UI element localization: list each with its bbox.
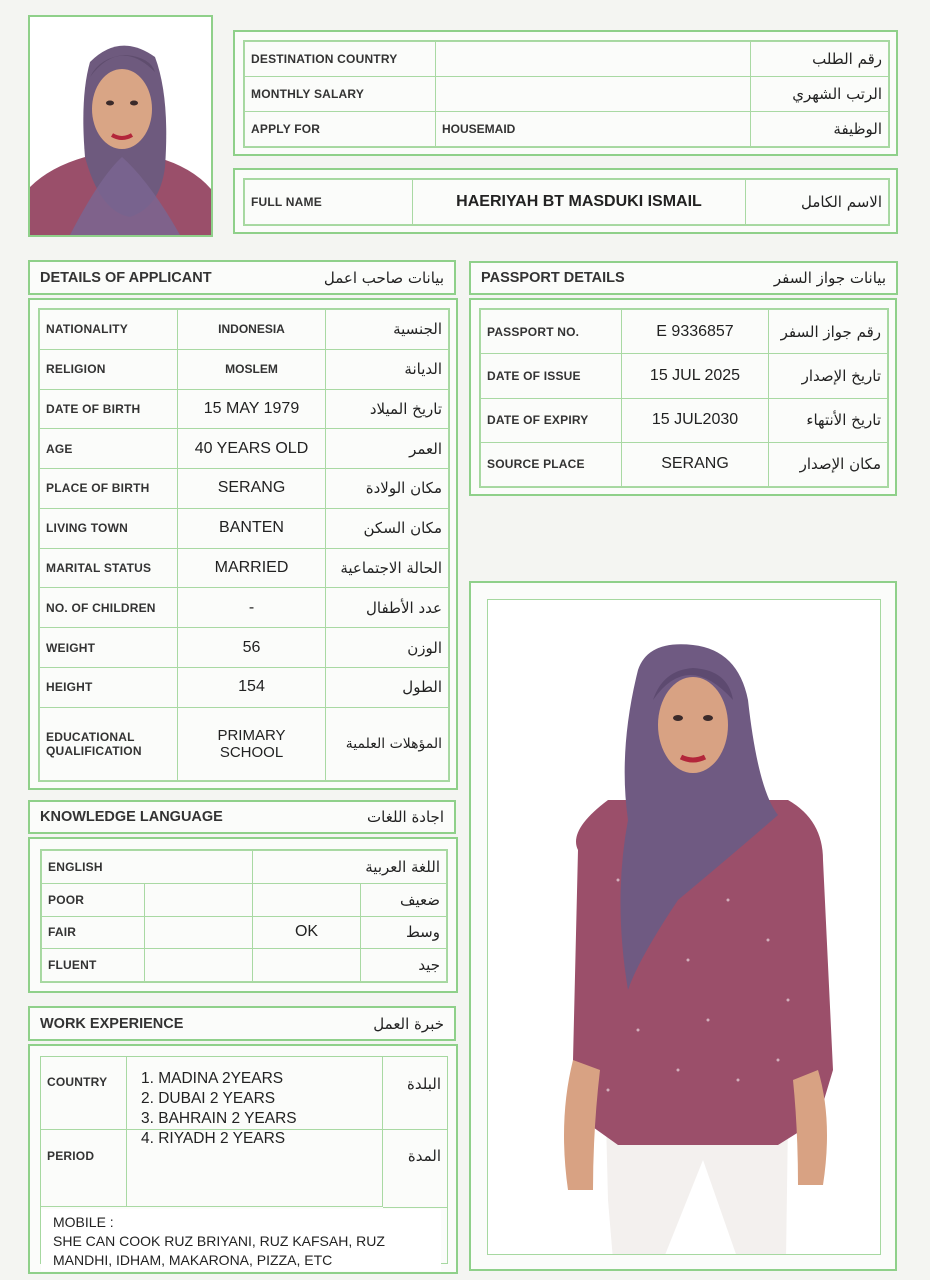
fair-english	[145, 916, 253, 949]
country-label: COUNTRY	[47, 1075, 108, 1089]
place-of-birth-label: PLACE OF BIRTH	[40, 469, 178, 509]
fair-label: FAIR	[42, 916, 145, 949]
apply-for-arabic: الوظيفة	[751, 112, 889, 147]
table-row	[42, 949, 447, 982]
table-row	[40, 469, 449, 509]
religion-label: RELIGION	[40, 349, 178, 389]
issue-date-arabic: تاريخ الإصدار	[769, 354, 888, 398]
children-value: -	[178, 588, 326, 628]
poor-arabic-value	[253, 883, 361, 916]
experience-title: WORK EXPERIENCE	[40, 1015, 184, 1032]
place-of-birth-value: SERANG	[178, 469, 326, 509]
language-title-arabic: اجادة اللغات	[367, 808, 444, 826]
dob-arabic: تاريخ الميلاد	[326, 389, 449, 429]
passport-no-label: PASSPORT NO.	[481, 310, 622, 354]
table-row	[40, 588, 449, 628]
table-row	[40, 508, 449, 548]
apply-for-value: HOUSEMAID	[436, 112, 751, 147]
full-name-box	[233, 168, 898, 234]
list-item: 1. MADINA 2YEARS	[141, 1070, 284, 1087]
full-name-label: FULL NAME	[245, 180, 413, 225]
table-row	[481, 310, 888, 354]
table-row	[40, 667, 449, 707]
destination-country-value	[436, 42, 751, 77]
source-place-value: SERANG	[622, 442, 769, 486]
experience-header	[28, 1006, 456, 1041]
religion-arabic: الديانة	[326, 349, 449, 389]
full-body-image	[488, 600, 881, 1255]
period-label: PERIOD	[47, 1149, 95, 1163]
education-arabic: المؤهلات العلمية	[326, 707, 449, 780]
experience-list	[141, 1069, 297, 1149]
table-row	[481, 354, 888, 398]
table-row	[245, 42, 889, 77]
full-body-photo-frame	[469, 581, 897, 1271]
arabic-language-label: اللغة العربية	[253, 851, 447, 884]
table-row	[245, 77, 889, 112]
weight-value: 56	[178, 628, 326, 668]
monthly-salary-arabic: الرتب الشهري	[751, 77, 889, 112]
table-row	[40, 707, 449, 780]
language-header	[28, 800, 456, 834]
poor-english	[145, 883, 253, 916]
weight-arabic: الوزن	[326, 628, 449, 668]
poor-arabic: ضعيف	[361, 883, 447, 916]
table-row	[42, 916, 447, 949]
portrait-image	[30, 17, 211, 235]
expiry-date-value: 15 JUL2030	[622, 398, 769, 442]
cooking-note: SHE CAN COOK RUZ BRIYANI, RUZ KAFSAH, RUZ MANDHI, IDHAM, MAKARONA, PIZZA, ETC	[53, 1233, 385, 1268]
fluent-arabic: جيد	[361, 949, 447, 982]
living-town-label: LIVING TOWN	[40, 508, 178, 548]
language-title: KNOWLEDGE LANGUAGE	[40, 809, 223, 825]
fluent-label: FLUENT	[42, 949, 145, 982]
passport-title: PASSPORT DETAILS	[481, 270, 625, 286]
table-row	[245, 180, 889, 225]
full-name-value: HAERIYAH BT MASDUKI ISMAIL	[413, 180, 746, 225]
marital-status-label: MARITAL STATUS	[40, 548, 178, 588]
top-form	[233, 30, 898, 156]
english-label: ENGLISH	[42, 851, 253, 884]
applicant-header	[28, 260, 456, 295]
destination-country-label: DESTINATION COUNTRY	[245, 42, 436, 77]
table-row	[40, 628, 449, 668]
children-label: NO. OF CHILDREN	[40, 588, 178, 628]
mobile-label: MOBILE :	[53, 1214, 114, 1230]
issue-date-label: DATE OF ISSUE	[481, 354, 622, 398]
full-name-arabic: الاسم الكامل	[746, 180, 889, 225]
mobile-note-box	[41, 1209, 441, 1271]
table-row	[40, 389, 449, 429]
table-row	[481, 442, 888, 486]
living-town-arabic: مكان السكن	[326, 508, 449, 548]
education-label-line1: EDUCATIONAL	[46, 729, 135, 744]
fair-arabic: وسط	[361, 916, 447, 949]
fair-arabic-value: OK	[253, 916, 361, 949]
marital-status-value: MARRIED	[178, 548, 326, 588]
expiry-date-arabic: تاريخ الأنتهاء	[769, 398, 888, 442]
expiry-date-label: DATE OF EXPIRY	[481, 398, 622, 442]
applicant-title-arabic: بيانات صاحب اعمل	[323, 268, 444, 287]
height-label: HEIGHT	[40, 667, 178, 707]
education-label-line2: QUALIFICATION	[46, 743, 142, 758]
education-value: PRIMARY SCHOOL	[178, 707, 326, 780]
source-place-arabic: مكان الإصدار	[769, 442, 888, 486]
portrait-photo	[28, 15, 213, 237]
poor-label: POOR	[42, 883, 145, 916]
age-arabic: العمر	[326, 429, 449, 469]
list-item: 4. RIYADH 2 YEARS	[141, 1130, 286, 1147]
nationality-value: INDONESIA	[178, 310, 326, 350]
children-arabic: عدد الأطفال	[326, 588, 449, 628]
passport-header	[469, 261, 898, 295]
nationality-arabic: الجنسية	[326, 310, 449, 350]
age-value: 40 YEARS OLD	[178, 429, 326, 469]
education-label	[40, 707, 178, 780]
marital-status-arabic: الحالة الاجتماعية	[326, 548, 449, 588]
issue-date-value: 15 JUL 2025	[622, 354, 769, 398]
monthly-salary-value	[436, 77, 751, 112]
experience-table	[28, 1044, 458, 1274]
monthly-salary-label: MONTHLY SALARY	[245, 77, 436, 112]
table-row	[42, 883, 447, 916]
source-place-label: SOURCE PLACE	[481, 442, 622, 486]
table-row	[481, 398, 888, 442]
table-row	[40, 310, 449, 350]
age-label: AGE	[40, 429, 178, 469]
fluent-english	[145, 949, 253, 982]
passport-no-value: E 9336857	[622, 310, 769, 354]
living-town-value: BANTEN	[178, 508, 326, 548]
passport-details	[469, 298, 897, 496]
dob-label: DATE OF BIRTH	[40, 389, 178, 429]
height-value: 154	[178, 667, 326, 707]
list-item: 2. DUBAI 2 YEARS	[141, 1090, 276, 1107]
fluent-arabic-value	[253, 949, 361, 982]
applicant-details	[28, 298, 458, 790]
list-item: 3. BAHRAIN 2 YEARS	[141, 1110, 297, 1127]
place-of-birth-arabic: مكان الولادة	[326, 469, 449, 509]
apply-for-label: APPLY FOR	[245, 112, 436, 147]
destination-country-arabic: رقم الطلب	[751, 42, 889, 77]
dob-value: 15 MAY 1979	[178, 389, 326, 429]
experience-title-arabic: خبرة العمل	[373, 1014, 444, 1033]
height-arabic: الطول	[326, 667, 449, 707]
country-arabic: البلدة	[407, 1075, 441, 1093]
period-arabic: المدة	[407, 1147, 441, 1165]
religion-value: MOSLEM	[178, 349, 326, 389]
table-row	[40, 429, 449, 469]
table-row	[40, 548, 449, 588]
table-row	[42, 851, 447, 884]
passport-no-arabic: رقم جواز السفر	[769, 310, 888, 354]
table-row	[245, 112, 889, 147]
weight-label: WEIGHT	[40, 628, 178, 668]
language-table	[28, 837, 458, 993]
passport-title-arabic: بيانات جواز السفر	[773, 269, 886, 287]
nationality-label: NATIONALITY	[40, 310, 178, 350]
table-row	[40, 349, 449, 389]
applicant-title: DETAILS OF APPLICANT	[40, 269, 212, 286]
